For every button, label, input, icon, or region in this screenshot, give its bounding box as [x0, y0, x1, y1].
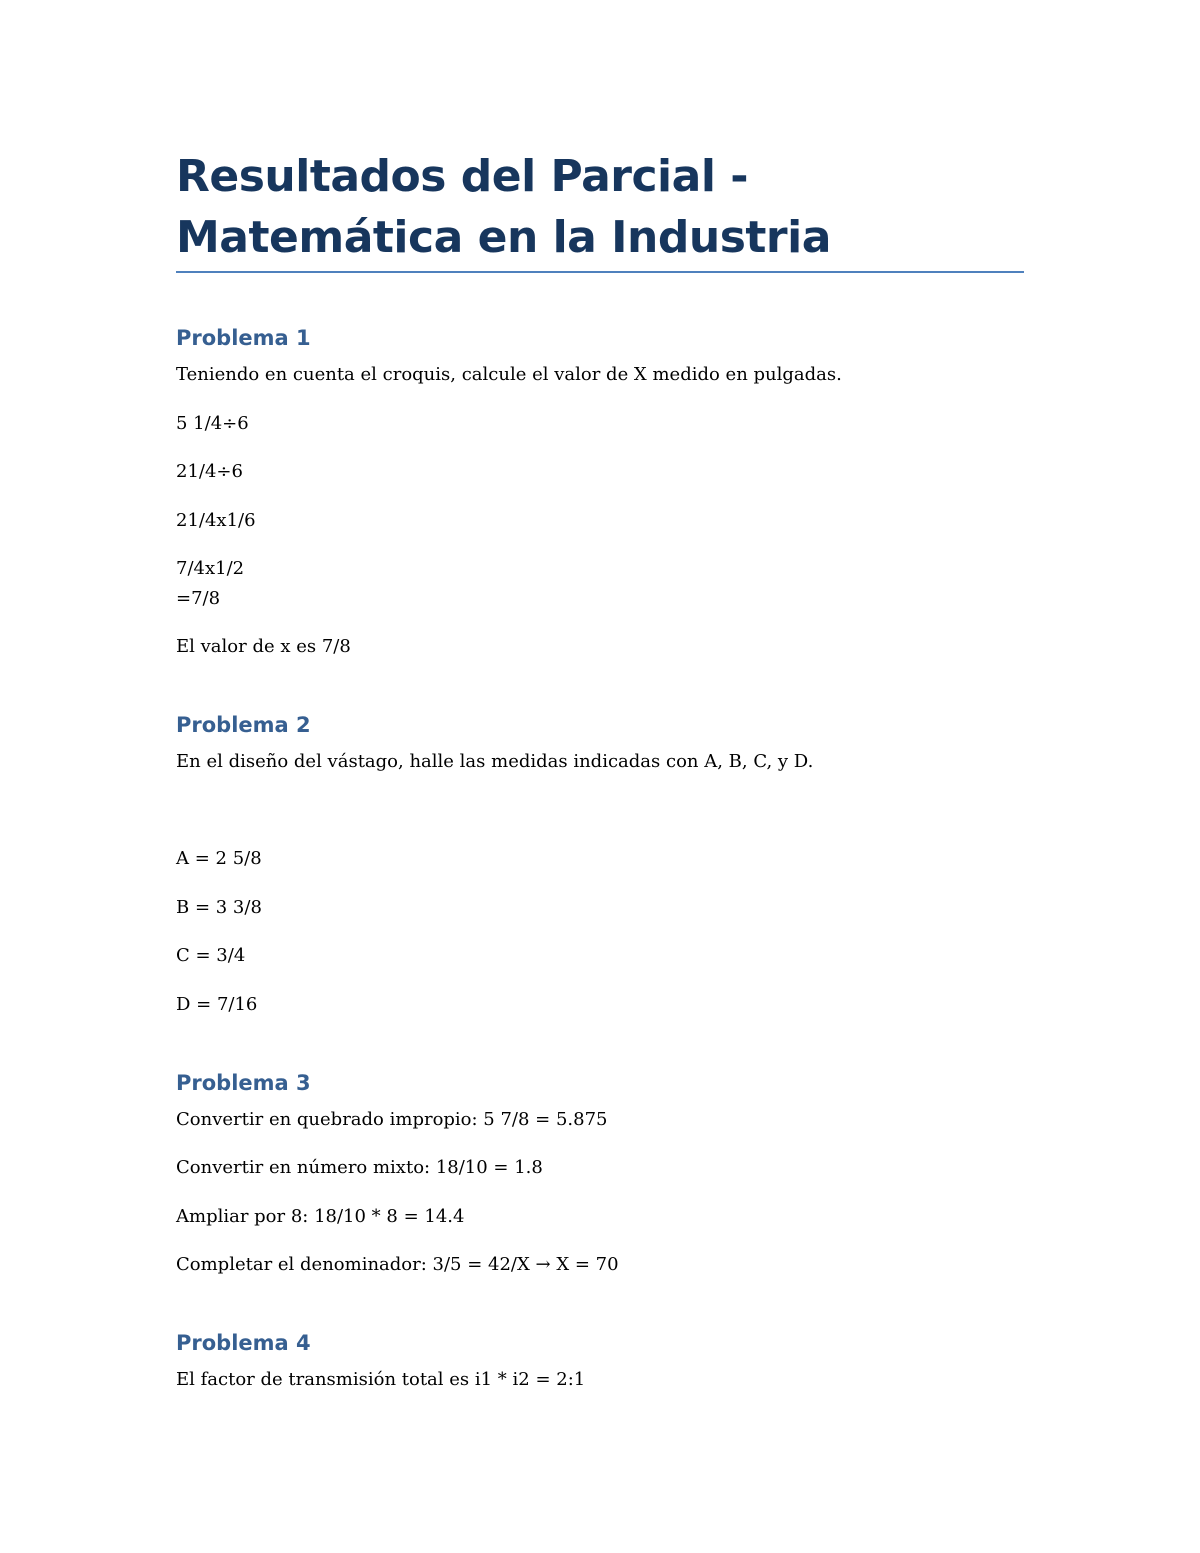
problem-3-line: Ampliar por 8: 18/10 * 8 = 14.4 [176, 1206, 465, 1227]
document-title: Resultados del Parcial - Matemática en la Industria [176, 151, 831, 263]
problem-1-step: 5 1/4÷6 [176, 413, 249, 434]
section-heading-problema-1: Problema 1 [176, 326, 311, 350]
problem-1-result: =7/8 [176, 588, 221, 609]
problem-1-answer: El valor de x es 7/8 [176, 636, 351, 657]
problem-2-measure-c: C = 3/4 [176, 945, 246, 966]
section-heading-problema-4: Problema 4 [176, 1331, 311, 1355]
problem-3-line: Convertir en quebrado impropio: 5 7/8 = 5.875 [176, 1109, 608, 1130]
title-underline [176, 271, 1024, 273]
problem-1-step: 21/4x1/6 [176, 510, 256, 531]
problem-3-line: Completar el denominador: 3/5 = 42/X → X = 70 [176, 1254, 619, 1275]
problem-4-line: El factor de transmisión total es i1 * i2 = 2:1 [176, 1369, 586, 1390]
problem-2-statement: En el diseño del vástago, halle las medidas indicadas con A, B, C, y D. [176, 751, 814, 772]
problem-1-step: 21/4÷6 [176, 461, 243, 482]
problem-1-statement: Teniendo en cuenta el croquis, calcule el valor de X medido en pulgadas. [176, 364, 842, 385]
problem-1-step: 7/4x1/2 [176, 558, 245, 579]
problem-3-line: Convertir en número mixto: 18/10 = 1.8 [176, 1157, 543, 1178]
section-heading-problema-2: Problema 2 [176, 713, 311, 737]
problem-2-measure-a: A = 2 5/8 [176, 848, 262, 869]
section-heading-problema-3: Problema 3 [176, 1071, 311, 1095]
problem-2-measure-b: B = 3 3/8 [176, 897, 262, 918]
problem-2-measure-d: D = 7/16 [176, 994, 258, 1015]
